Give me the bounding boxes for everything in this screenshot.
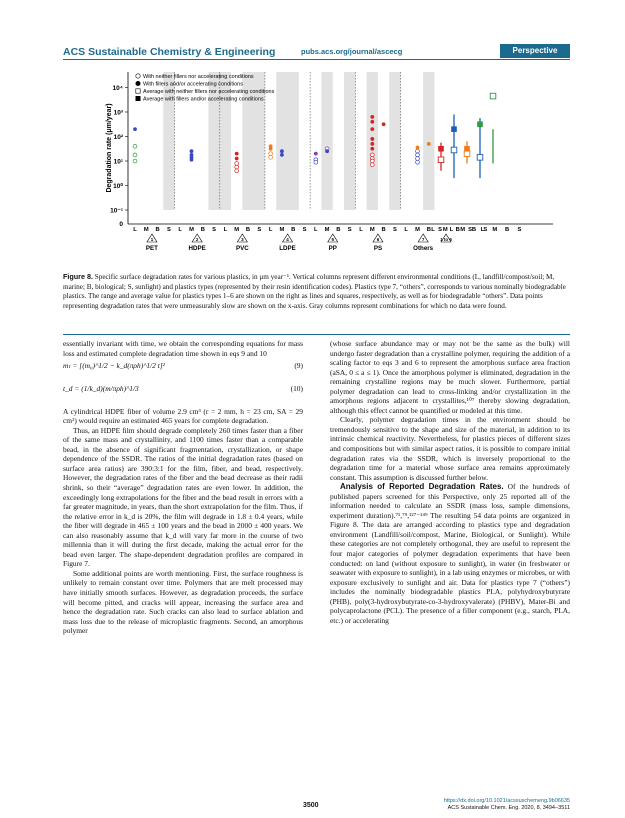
x-condition-label: L [178, 227, 182, 233]
plastic-group-label: PET [145, 245, 158, 252]
figure-caption [63, 272, 570, 311]
data-point [235, 169, 239, 173]
data-point [314, 160, 318, 164]
gray-column [423, 72, 434, 210]
data-point [370, 159, 374, 163]
data-point [370, 115, 374, 119]
gray-column [288, 72, 299, 210]
data-point [477, 155, 483, 161]
y-tick-label: 10² [113, 134, 123, 141]
paragraph: (whose surface abundance may or may not be the same as the bulk) will undergo faster degradation than a crystalline polymer, requiring the addition of a scaling factor to eqs 3 and 6 to represent the amorphous surface area fraction (aSA, 0 ≤ a ≤ 1). Once the amorphous polymer is eliminated, degradation in the remaining crystalline regions may be much slower. Furthermore, partial polymer degradation can lead to cross-linking and/or crystallization in the amorphous regions adjacent to crystallites,¹⁰⁷ thereby slowing degradation, although this effect cannot be quantified or modeled at this time. [330, 339, 570, 415]
x-condition-label: S [392, 227, 397, 233]
legend-label: Average with fillers and/or accelerating conditions [143, 96, 264, 103]
section-heading: Analysis of Reported Degradation Rates. [340, 482, 504, 492]
data-point [416, 153, 420, 157]
resin-code: 3 [241, 237, 244, 242]
x-condition-label: M [279, 227, 285, 233]
x-condition-label: B [505, 227, 510, 233]
x-condition-label: L [480, 227, 485, 233]
x-condition-label: B [245, 227, 251, 233]
resin-code: 5 [331, 237, 335, 242]
citation: ACS Sustainable Chem. Eng. 2020, 8, 3494−3511 [447, 805, 570, 811]
plastic-group-label: LDPE [279, 245, 296, 252]
legend-marker [136, 96, 140, 100]
equation-9 [63, 361, 303, 371]
caption-label: Figure 8. [63, 272, 93, 281]
x-condition-label: M [234, 227, 240, 233]
data-point [269, 155, 273, 159]
x-condition-label: B [336, 227, 341, 233]
legend-label: Average with neither fillers nor accelerating conditions [143, 89, 275, 95]
data-point [451, 126, 457, 132]
paragraph-text: Of the hundreds of published papers screened for this Perspective, only 25 reported all of the information needed to calculate an SSDR (mass loss, sample dimensions, experiment duration).⁷¹,⁷⁹,¹²⁷⁻¹⁴⁹ The resulting 54 data points are organized in Figure 8. The data are arranged according to plastics type and degradation environment (Landfill/soil/compost, Marine, Biological, or Sunlight). While these categories are not completely orthogonal, they are useful to represent the four major categories of polymer degradation experiments that have been conducted: on land (without exposure to sunlight), in water (in freshwater or seawater with exposure to sunlight), in a lab using enzymes or microbes, or with exposure exclusively to sunlight and air. Data for plastics type 7 (“others”) includes the nominally biodegradable plastics PLA, polyhydroxybutyrate (PHB), poly(3-hydroxybutyrate-co-3-hydroxyvalerate) (PHBV), Mater-Bi and polycaprolactone (PCL). The presence of a filler component (e.g., starch, PLA, etc.) or accelerating [330, 482, 570, 625]
legend-marker [136, 89, 140, 93]
data-point [235, 157, 239, 161]
x-condition-label: S [517, 227, 522, 233]
plastic-group-label: HDPE [188, 245, 206, 252]
y-tick-label: 10⁴ [112, 85, 123, 92]
y-axis-label: Degradation rate (μm/year) [106, 103, 113, 193]
x-condition-label: S [257, 227, 262, 233]
data-point [133, 127, 137, 131]
x-condition-label: M [492, 227, 498, 233]
x-condition-label: L [431, 227, 435, 233]
chart-marks [133, 93, 496, 178]
gray-column [389, 72, 400, 210]
data-point [235, 162, 239, 166]
data-point [416, 160, 420, 164]
x-condition-label: B [455, 227, 460, 233]
plastic-group-label: PVC [235, 245, 249, 252]
y-tick-label: 10⁻¹ [110, 207, 123, 215]
data-point [133, 153, 137, 157]
x-condition-label: S [347, 227, 352, 233]
x-condition-label: B [471, 227, 477, 233]
data-point [133, 159, 137, 163]
x-condition-label: B [155, 227, 160, 233]
data-point [280, 153, 284, 157]
header-rule [63, 59, 570, 60]
data-point [464, 146, 470, 152]
x-condition-label: L [449, 227, 454, 233]
data-point [427, 142, 431, 146]
plastic-group-label: PS [373, 245, 383, 252]
data-point [269, 152, 273, 156]
data-point [370, 142, 374, 146]
caption-text: Specific surface degradation rates for various plastics, in μm year⁻¹. Vertical columns represent different environmental conditions (L, landfill/compost/soil; M, marine; B, biological; S, sunlight) and plastics types (represented by their resin identification codes). Plastics type 7, “others”, corresponds to various nominally biodegradable plastics. The range and average value for plastics types 1–6 are shown on the right as lines and squares, respectively, as well as for biodegradable “others”. Data points representing degradation rates that were unmeasurably slow are shown on the x-axis. Gray columns represent combinations for which no data were found. [63, 273, 566, 310]
x-condition-label: M [369, 227, 375, 233]
equation-text: mₜ = [(m₀)^1/2 − k_d(πρh)^1/2 t]² [63, 361, 165, 371]
resin-code: 6 [376, 237, 380, 242]
data-point [280, 149, 284, 153]
data-point [133, 144, 137, 148]
paragraph [330, 482, 570, 625]
y-zero-label: 0 [119, 221, 123, 228]
x-condition-label: S [212, 227, 217, 233]
x-condition-label: S [468, 227, 472, 233]
x-condition-label: M [442, 227, 448, 233]
x-condition-label: L [314, 227, 318, 233]
x-condition-label: B [291, 227, 296, 233]
degradation-rate-chart [63, 62, 570, 267]
page-number: 3500 [303, 802, 319, 809]
plastic-group-label: Others [413, 245, 434, 252]
data-point [382, 122, 386, 126]
gray-column [367, 72, 378, 210]
data-point [477, 121, 483, 127]
data-point [416, 149, 420, 153]
x-condition-label: M [189, 227, 194, 233]
y-tick-label: 10⁰ [113, 183, 123, 190]
data-point [325, 149, 329, 153]
paragraph: Clearly, polymer degradation times in the environment should be tremendously sensitive to the shape and size of the material, in addition to its intrinsic chemical reactivity. Nevertheless, for plastics pieces of different sizes and compositions but with similar aspect ratios, it is possible to compare initial degradation rates via the SSDR, which is inversely proportional to the degradation time for a material whose surface area remains approximately constant. This assumption is discussed further below. [330, 415, 570, 482]
paragraph: Some additional points are worth mentioning. First, the surface roughness is unlikely to remain constant over time. Polymers that are melt processed may have initially smooth surfaces. However, as degradation proceeds, the surface will become pitted, and cracks will appear, increasing the surface area and hence the degradation rate. Such cracks can also lead to surface ablation and mass loss due to the release of microplastic fragments. Second, an amorphous polymer [63, 568, 303, 636]
data-point [416, 157, 420, 161]
x-condition-label: L [359, 227, 363, 233]
x-axis-labels [133, 227, 521, 252]
gray-column [276, 72, 287, 210]
plastic-group-label: PP [328, 245, 337, 252]
equation-number: (9) [294, 361, 303, 371]
journal-title: ACS Sustainable Chemistry & Engineering [63, 46, 276, 58]
paragraph: A cylindrical HDPE fiber of volume 2.9 cm³ (r = 2 mm, h = 23 cm, SA = 29 cm²) would require an estimated 465 years for complete degradation. [63, 406, 303, 426]
data-point [464, 151, 470, 157]
x-condition-label: L [223, 227, 228, 233]
x-condition-label: S [438, 227, 443, 233]
x-condition-label: L [268, 227, 273, 233]
data-point [490, 93, 496, 99]
data-point [370, 147, 374, 151]
legend-label: With fillers and/or accelerating conditions [143, 81, 243, 88]
resin-code: 7 [421, 237, 425, 242]
y-tick-label: 10³ [113, 109, 123, 117]
x-condition-label: L [404, 227, 408, 233]
data-point [269, 147, 273, 151]
journal-url[interactable]: pubs.acs.org/journal/ascecg [301, 47, 403, 56]
legend-label: With neither fillers nor accelerating conditions [143, 74, 254, 80]
data-point [235, 152, 239, 156]
x-condition-label: M [460, 227, 466, 233]
y-tick-label: 10¹ [113, 158, 123, 166]
legend-marker [136, 81, 140, 85]
data-point [235, 165, 239, 169]
left-column [63, 339, 303, 636]
resin-code: 4 [286, 237, 289, 242]
x-condition-label: S [302, 227, 307, 233]
right-column [330, 339, 570, 625]
section-badge: Perspective [500, 44, 570, 58]
x-condition-label: B [381, 227, 386, 233]
data-point [190, 149, 194, 153]
resin-code: 1 to 6 [440, 237, 452, 242]
legend-marker [136, 74, 140, 78]
data-point [370, 120, 374, 124]
data-point [438, 146, 444, 152]
data-point [314, 152, 318, 156]
gray-column [321, 72, 332, 210]
resin-code: 2 [195, 237, 199, 242]
caption-rule [63, 334, 570, 335]
data-point [370, 153, 374, 157]
x-condition-label: S [483, 227, 488, 233]
gray-column [344, 72, 355, 210]
x-condition-label: M [415, 227, 420, 233]
x-condition-label: M [324, 227, 330, 233]
x-condition-label: S [166, 227, 171, 233]
equation-text: t_d = (1/k_d)(m/πρh)^1/3 [63, 383, 139, 393]
x-condition-label: L [133, 227, 137, 233]
doi-link[interactable]: https://dx.doi.org/10.1021/acssuschemeng.9b06635 [443, 798, 570, 804]
data-point [370, 163, 374, 167]
footer-citation [444, 798, 570, 812]
equation-number: (10) [290, 383, 303, 393]
x-condition-label: B [426, 227, 431, 233]
data-point [370, 127, 374, 131]
data-point [438, 157, 444, 163]
paragraph: Thus, an HDPE film should degrade completely 260 times faster than a fiber of the same mass and crystallinity, and 1100 times faster than a comparable bead, in the absence of significant fragmentation, crystallization, or shape dependence of the SSDR. The ratios of the initial degradation rates (based on surface area ratios) are 390:3:1 for the film, fiber, and bead, respectively. However, the degradation rates of the fiber and the bead decrease as their radii shrink, so their “average” degradation rates are even lower. In addition, the exceedingly long extrapolations for the fiber and the bead result in errors with a far greater magnitude, in years, than the short extrapolation for the film. Thus, if the relative error in k_d is 20%, the film will degrade in 1.8 ± 0.4 years, while the fiber will degrade in 465 ± 100 years and the bead in 2000 ± 400 years. We can also reasonably assume that k_d will vary far more in the course of two millennia than it will during the first decade, making the actual error for the bead even larger. The shape-dependent degradation profiles are compared in Figure 7. [63, 425, 303, 569]
paragraph: essentially invariant with time, we obtain the corresponding equations for mass loss and estimated complete degradation time shown in eqs 9 and 10 [63, 339, 303, 358]
data-point [451, 147, 457, 153]
x-condition-label: M [143, 227, 149, 233]
resin-code: 1 [150, 237, 154, 242]
x-condition-label: B [200, 227, 205, 233]
data-point [190, 158, 194, 162]
data-point [370, 137, 374, 141]
data-point [416, 146, 420, 150]
equation-10 [63, 374, 303, 404]
